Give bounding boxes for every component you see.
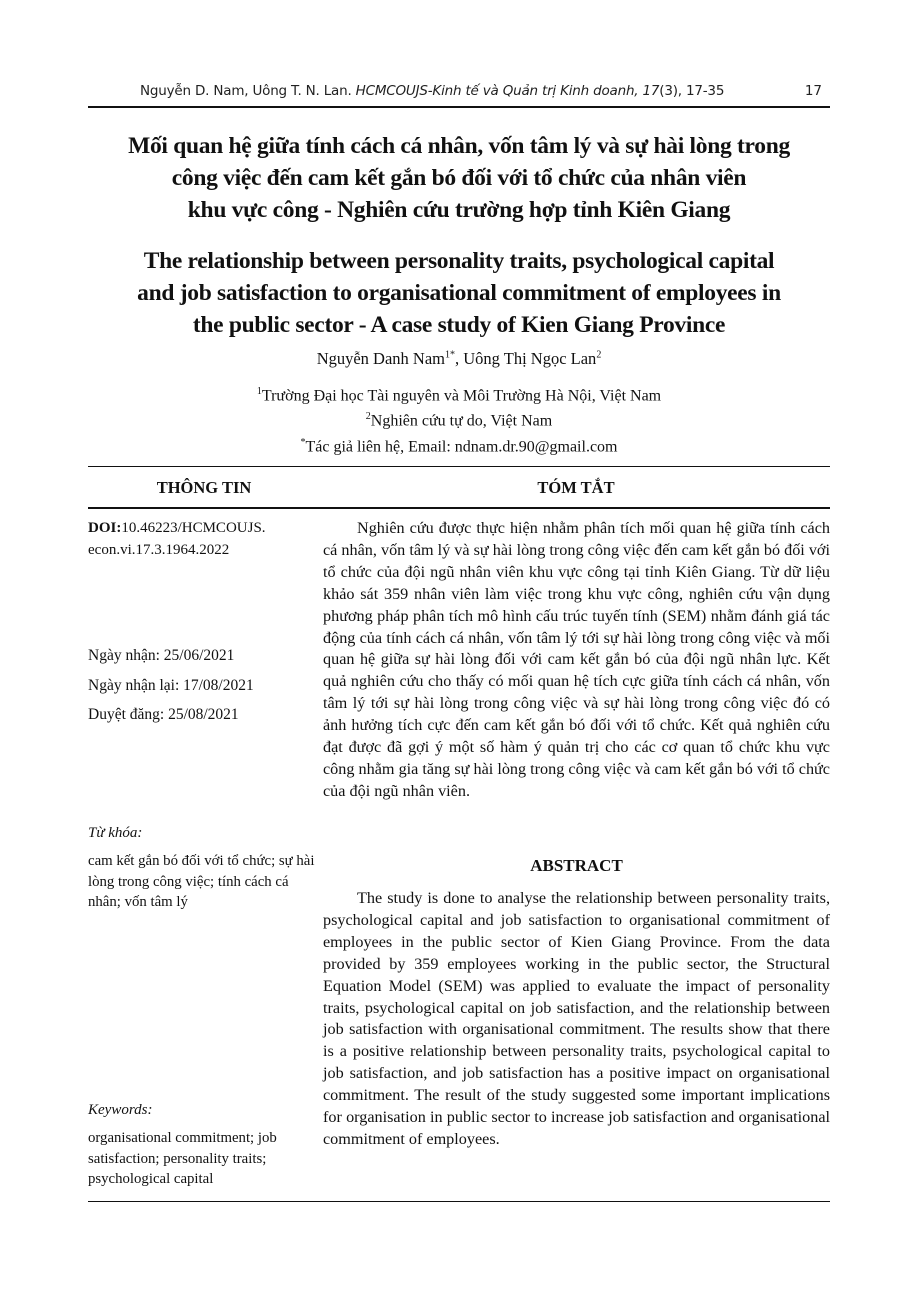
affiliation-text: Trường Đại học Tài nguyên và Môi Trường Hà Nội, Việt Nam	[261, 387, 662, 405]
title-english	[88, 245, 830, 341]
title-vietnamese	[88, 130, 830, 226]
section-rule-bottom	[88, 1201, 830, 1202]
affiliation-mark: 2	[365, 411, 371, 423]
citation-authors: Nguyễn D. Nam, Uông T. N. Lan.	[140, 83, 352, 99]
doi	[88, 517, 266, 561]
author-list: Nguyễn Danh Nam$^{1*}$, Uông Thị Ngọc Lan$^2$	[316, 349, 602, 368]
abstract-heading: ABSTRACT	[530, 856, 623, 875]
keywords-en-label: Keywords:	[88, 1102, 153, 1118]
title-en-line: the public sector - A case study of Kien Giang Province	[192, 312, 726, 338]
journal-pages: , 17-35	[677, 83, 725, 99]
affiliation	[88, 381, 830, 406]
doi-value[interactable]: 10.46223/HCMCOUJS.	[121, 520, 266, 536]
header-rule	[88, 106, 830, 108]
running-head	[88, 83, 830, 105]
keywords-vi-label: Từ khóa:	[88, 825, 143, 841]
date-received: Ngày nhận: 25/06/2021	[88, 647, 235, 664]
title-vi-line: Mối quan hệ giữa tính cách cá nhân, vốn tâm lý và sự hài lòng trong	[128, 133, 790, 159]
doi-value-continued[interactable]: econ.vi.17.3.1964.2022	[88, 542, 230, 558]
running-head-citation	[140, 83, 724, 99]
affiliation-list	[88, 381, 830, 457]
summary-paragraph: Nghiên cứu được thực hiện nhằm phân tích mối quan hệ giữa tính cách cá nhân, vốn tâm lý và sự hài lòng trong công việc đến cam kết gắn bó đối với tổ chức của đội ngũ nhân viên khu vực công tại tỉnh Kiên Giang. Từ dữ liệu khảo sát 359 nhân viên làm việc trong khu vực công, nghiên cứu vận dụng phương pháp phân tích mô hình cấu trúc tuyến tính (SEM) nhằm đánh giá tác động của tính cách cá nhân, vốn tâm lý tới sự hài lòng trong công việc và mối quan hệ giữa sự hài lòng đối với cam kết gắn bó của đội ngũ nhân lực. Kết quả nghiên cứu cho thấy có mối quan hệ tích cực giữa tính cách cá nhân, vốn tâm lý tới sự hài lòng trong công việc và sự hài lòng trong công việc đó có ảnh hưởng tích cực đến cam kết gắn bó đối với tổ chức. Kết quả nghiên cứu đạt được đã gợi ý một số hàm ý quản trị cho các cơ quan tổ chức khu vực công nhằm gia tăng sự hài lòng trong công việc và cam kết gắn bó với tổ chức của đội ngũ nhân viên.	[323, 519, 830, 800]
keywords-en: organisational commitment; job satisfaction; personality traits; psychological capital	[88, 1130, 277, 1187]
affiliation-text: Nghiên cứu tự do, Việt Nam	[370, 412, 553, 430]
summary-vietnamese	[323, 518, 830, 803]
journal-issue: (3)	[659, 83, 678, 99]
title-en-line: The relationship between personality traits, psychological capital	[143, 248, 775, 274]
author-name: Nguyễn Danh Nam	[316, 349, 445, 368]
author-name: Uông Thị Ngọc Lan	[463, 349, 597, 368]
doi-label: DOI:	[88, 520, 122, 536]
keywords-vi: cam kết gắn bó đối với tổ chức; sự hài lòng trong công việc; tính cách cá nhân; vốn tâm lý	[88, 853, 315, 910]
summary-column-heading: TÓM TẮT	[537, 478, 615, 497]
abstract-english	[323, 888, 830, 1151]
section-rule-top	[88, 466, 830, 467]
author-mark: 2	[596, 349, 602, 361]
affiliation-text: Tác giả liên hệ, Email: ndnam.dr.90@gmail.com	[305, 437, 618, 455]
abstract-paragraph: The study is done to analyse the relationship between personality traits, psychological capital and job satisfaction to organisational commitment of employees in the public sector of Kien Giang Province. From the data provided by 359 employees working in the public sector, the Structural Equation Model (SEM) was applied to evaluate the impact of personality traits, psychological capital on job satisfaction, and the relationship between job satisfaction with organisational commitment. The results show that there is a positive relationship between personality traits, psychological capital to job satisfaction, and job satisfaction has a positive impact on organisational commitment. The result of the study suggested some important implications for organisation in public sector to increase job satisfaction and organisational commitment of employees.	[323, 889, 830, 1148]
info-column-heading: THÔNG TIN	[156, 478, 252, 497]
author-mark: 1*	[445, 349, 455, 361]
journal-name: HCMCOUJS-Kinh tế và Quản trị Kinh doanh,	[355, 83, 639, 99]
affiliation-mark: 1	[256, 386, 262, 397]
journal-volume: 17	[642, 83, 660, 99]
title-en-line: and job satisfaction to organisational commitment of employees in	[137, 280, 781, 306]
affiliation	[88, 406, 830, 431]
page-number: 17	[804, 83, 822, 99]
section-rule-middle	[88, 507, 830, 509]
title-vi-line: công việc đến cam kết gắn bó đối với tổ chức của nhân viên	[171, 165, 747, 191]
title-vi-line: khu vực công - Nghiên cứu trường hợp tỉnh Kiên Giang	[187, 197, 731, 223]
date-accepted: Duyệt đăng: 25/08/2021	[88, 706, 239, 723]
affiliation-mark: *	[300, 436, 306, 448]
date-revised: Ngày nhận lại: 17/08/2021	[88, 677, 254, 694]
corresponding-author	[88, 432, 830, 457]
